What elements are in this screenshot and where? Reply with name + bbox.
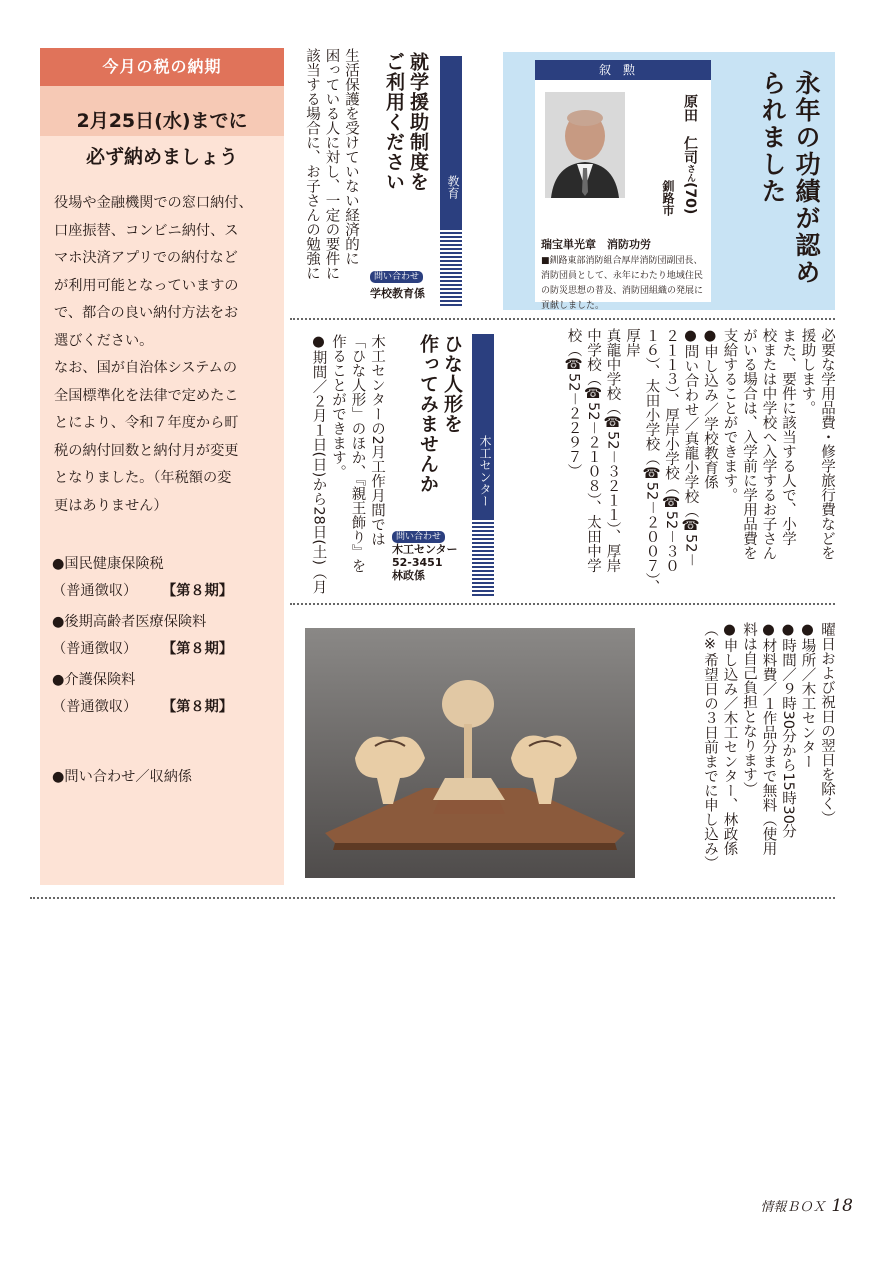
tax-item xyxy=(52,667,278,721)
tax-paragraph-line: なお、国が自治体システムの xyxy=(54,360,238,376)
tax-paragraph-line: マホ決済アプリでの納付など xyxy=(54,250,238,266)
tax-paragraph-line: 口座振替、コンビニ納付、ス xyxy=(54,222,239,239)
tax-paragraph-line: となりました。（年税額の変 xyxy=(54,470,232,486)
award-description: ■釧路東部消防組合厚岸消防団副団長、消防団員として、永年にわたり地域住民の防災思想の普及、消防団組織の発展に貢献しました。 xyxy=(541,256,704,311)
woodwork-headline xyxy=(398,334,464,534)
tag-stripes xyxy=(472,520,494,598)
awardee-name xyxy=(681,94,699,229)
education-body-column: また、要件に該当する人で、小学 xyxy=(780,328,796,546)
education-body-column: ●申し込み／学校教育係 xyxy=(702,328,718,489)
woodwork-contact-line: 52-3451 xyxy=(392,556,443,569)
divider-line xyxy=(30,897,835,899)
education-contact-text: 学校教育係 xyxy=(370,287,425,300)
tax-panel xyxy=(40,48,284,885)
tax-item-period: 【第８期】 xyxy=(162,641,233,657)
awardee-city: 釧路市 xyxy=(661,180,675,216)
tax-item-type: （普通徴収） xyxy=(52,583,138,599)
hina-doll-illustration xyxy=(305,628,635,878)
divider-line xyxy=(290,603,835,605)
tax-item-name: ●国民健康保険税 xyxy=(52,556,164,572)
education-body-column: 真龍中学校（☎52－３２１１）、厚岸 xyxy=(604,328,621,573)
awardee-name-text: 原田 仁司 xyxy=(682,94,698,164)
tax-paragraph-line: が利用可能となっていますの xyxy=(54,277,239,294)
footer-label: 情報ＢＯＸ xyxy=(760,1200,826,1215)
woodwork-body-column: ●期間／２月１日(日)から28日(土)（月 xyxy=(310,334,327,595)
tax-item-period: 【第８期】 xyxy=(162,583,233,599)
education-body-column: 支給することができます。 xyxy=(721,328,738,502)
woodwork-body-top xyxy=(290,334,386,598)
tax-paragraph-2 xyxy=(54,355,276,520)
woodwork-body-bottom xyxy=(656,622,836,886)
education-contact xyxy=(370,264,425,300)
tax-item-detail xyxy=(52,636,278,663)
education-headline-line2: ご利用ください xyxy=(383,52,405,192)
tax-paragraph-line: 役場や金融機関での窓口納付、 xyxy=(54,195,253,211)
woodwork-headline-line2: 作ってみませんか xyxy=(417,334,439,494)
woodwork-contact xyxy=(392,524,458,582)
award-card xyxy=(535,80,711,311)
award-title: 永年の功績が認められました xyxy=(758,70,821,286)
education-body-column: 生活保護を受けていない経済的に xyxy=(343,48,359,266)
hina-doll-photo xyxy=(305,628,635,878)
tax-item-detail xyxy=(52,694,278,721)
education-body-column: 該当する場合に、お子さんの勉強に xyxy=(304,48,320,280)
woodwork-body-column: ●時間／９時30分から15時30分 xyxy=(780,622,796,839)
tag-stripes xyxy=(440,230,462,308)
education-body-bottom xyxy=(518,328,836,596)
education-body-column: 中学校（☎52－２１０８）、太田中学 xyxy=(585,328,601,573)
woodwork-body-column: 作ることができます。 xyxy=(330,334,346,479)
woodwork-contact-line: 木工センター xyxy=(392,543,458,556)
tax-header: 今月の税の納期 xyxy=(40,48,284,86)
woodwork-body-column: ●申し込み／木工センター、林政係 xyxy=(721,622,738,856)
tax-paragraph-line: 更はありません） xyxy=(54,497,168,514)
woodwork-tag: 木工センター xyxy=(472,334,494,598)
portrait-illustration xyxy=(545,92,625,198)
tax-paragraph-line: とにより、令和７年度から町 xyxy=(54,415,239,431)
award-honor: 瑞宝単光章 消防功労 xyxy=(541,238,651,251)
education-body-column: 校（☎52－２２９７） xyxy=(565,328,582,479)
education-body-top xyxy=(290,48,360,310)
divider-line xyxy=(290,318,835,320)
tax-paragraph-line: 税の納付回数と納付月が変更 xyxy=(54,442,239,459)
tax-deadline-line2: 必ず納めましょう xyxy=(85,146,238,168)
woodwork-body-column: 「ひな人形」のほか、『親王飾り』を xyxy=(349,334,366,574)
award-banner: 叙勲 xyxy=(535,60,711,80)
education-body-column: ●問い合わせ／真龍小学校（☎52－ xyxy=(682,328,699,567)
woodwork-contact-line: 林政係 xyxy=(392,569,425,582)
woodwork-body-column: 料は自己負担となります） xyxy=(741,622,757,796)
education-tag: 教育 xyxy=(440,56,462,306)
tax-paragraph-line: 選びください。 xyxy=(54,332,154,349)
education-body-column: がいる場合は、入学前に学用品費を xyxy=(741,328,757,560)
woodwork-body-column: 曜日および祝日の翌日を除く） xyxy=(819,622,835,825)
woodwork-headline-line1: ひな人形を xyxy=(441,334,463,434)
tax-item-name: ●介護保険料 xyxy=(52,672,136,688)
woodwork-body-column: （※希望日の３日前までに申し込み） xyxy=(702,622,718,870)
tax-item xyxy=(52,609,278,663)
education-body-column: 必要な学用品費・修学旅行費などを xyxy=(819,328,835,560)
tax-contact: ●問い合わせ／収納係 xyxy=(52,769,193,785)
woodwork-body-column: ●場所／木工センター xyxy=(799,622,816,769)
tax-item-period: 【第８期】 xyxy=(162,699,233,715)
tax-paragraph-1 xyxy=(54,190,276,355)
education-body-column: 困っている人に対し、一定の要件に xyxy=(323,48,340,280)
education-body-column: 校または中学校へ入学するお子さん xyxy=(760,328,777,560)
woodwork-body-column: 木工センターの2月工作月間では xyxy=(369,334,385,547)
tax-item xyxy=(52,551,278,605)
tax-item-type: （普通徴収） xyxy=(52,699,138,715)
tax-deadline-line1: 2月25日(水)までに xyxy=(76,110,248,132)
woodwork-body-column: ●材料費／１作品分まで無料（使用 xyxy=(760,622,777,856)
tax-item-name: ●後期高齢者医療保険料 xyxy=(52,614,207,630)
tax-paragraph-line: で、都合の良い納付方法をお xyxy=(54,305,239,321)
education-headline-line1: 就学援助制度を xyxy=(407,52,429,192)
awardee-age: (70) xyxy=(682,182,698,215)
awardee-honorific: さん xyxy=(685,164,695,182)
contact-badge: 問い合わせ xyxy=(370,271,423,283)
page-number: 18 xyxy=(831,1196,853,1216)
tax-item-type: （普通徴収） xyxy=(52,641,138,657)
contact-badge: 問い合わせ xyxy=(392,531,445,543)
portrait-photo xyxy=(545,92,625,198)
award-box xyxy=(503,52,835,310)
tax-paragraph-line: 全国標準化を法律で定めたこ xyxy=(54,387,239,404)
page-footer xyxy=(760,1196,853,1216)
education-body-column: ２１１３）、厚岸小学校（☎52－３０ xyxy=(663,328,679,573)
education-body-column: １６）、太田小学校（☎52－２００７）、厚岸 xyxy=(624,328,660,595)
tax-items-list xyxy=(52,551,278,725)
education-body-column: 援助します。 xyxy=(799,328,816,415)
education-headline xyxy=(364,52,430,272)
tax-item-detail xyxy=(52,578,278,605)
